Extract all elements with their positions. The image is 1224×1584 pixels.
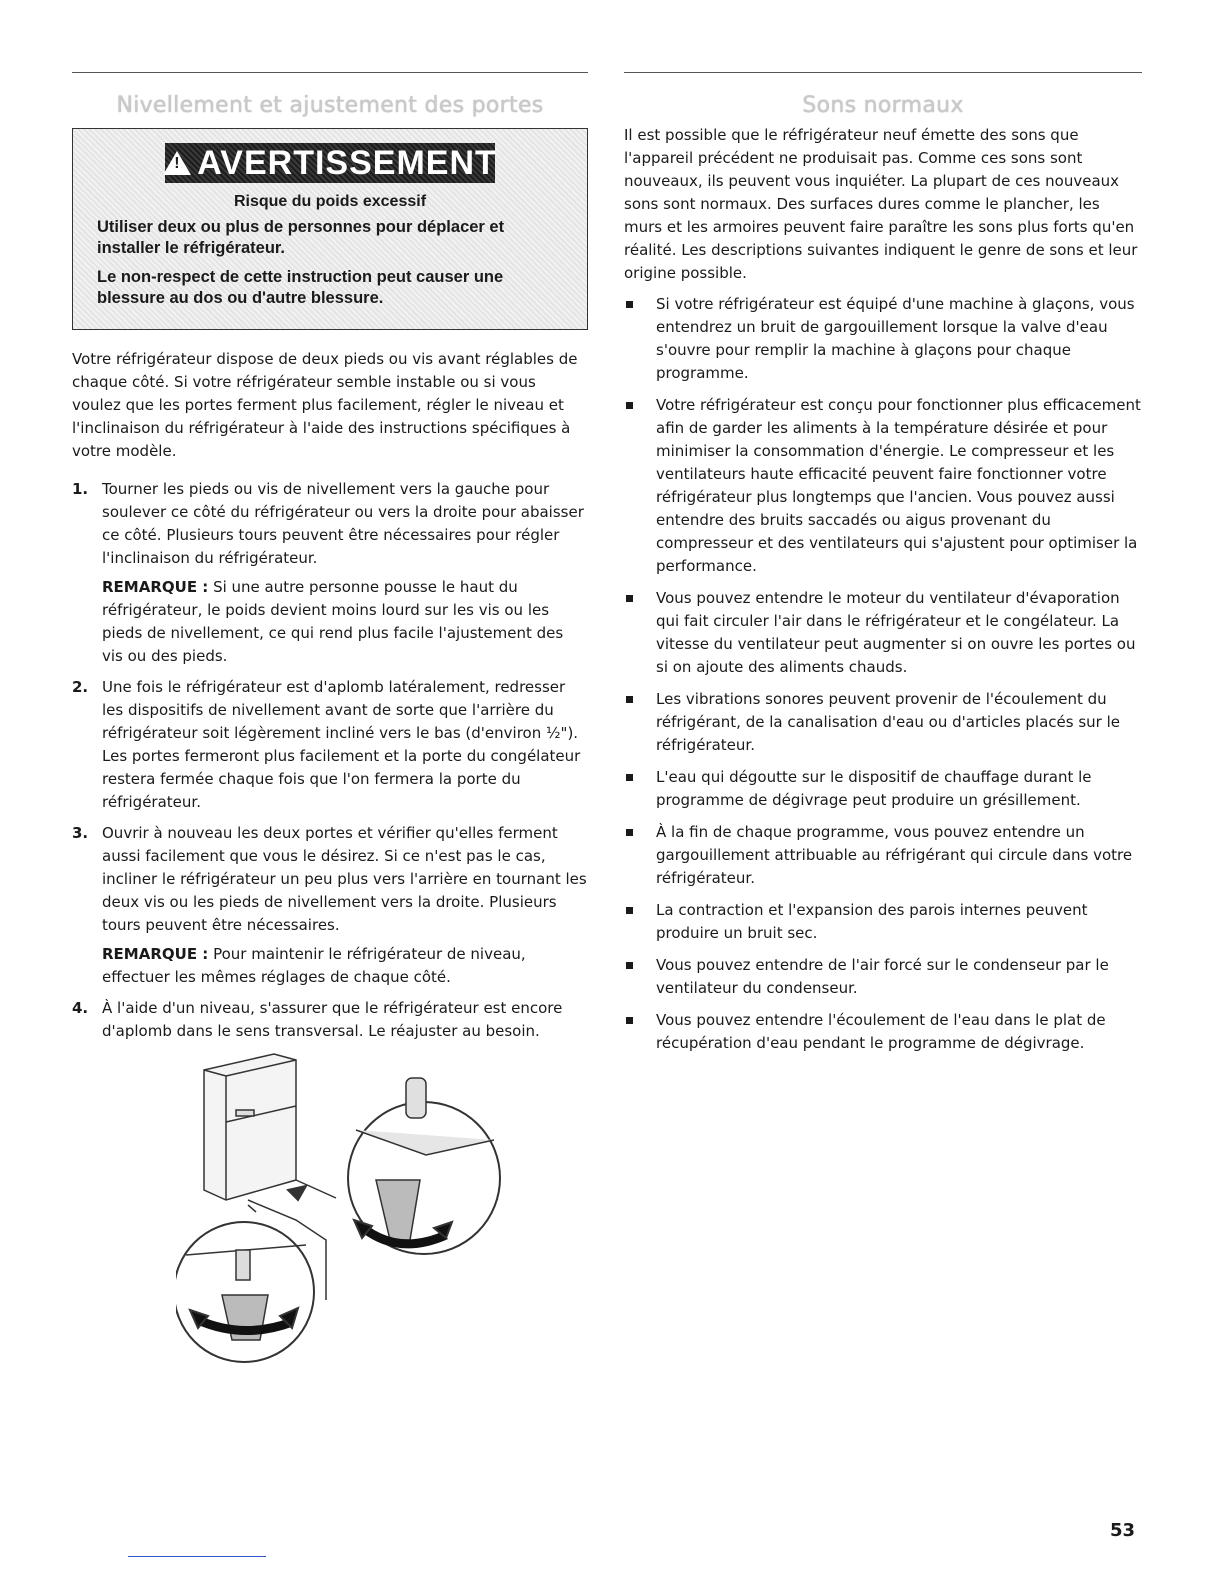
leveling-steps [72, 478, 588, 1043]
right-column [624, 72, 1142, 1064]
note-text: Pour maintenir le réfrigérateur de niveau, effectuer les mêmes réglages de chaque côté. [102, 945, 526, 986]
bullet-square-icon [626, 301, 633, 308]
step-number: 2. [72, 678, 89, 696]
warning-box [72, 128, 588, 330]
bullet-square-icon [626, 829, 633, 836]
step-number: 4. [72, 999, 89, 1017]
sounds-list [624, 293, 1142, 1055]
step-number: 3. [72, 824, 89, 842]
sound-item-text: Vous pouvez entendre de l'air forcé sur le condenseur par le ventilateur du condenseur. [656, 956, 1109, 997]
bullet-square-icon [626, 1017, 633, 1024]
warning-subtitle: Risque du poids excessif [233, 193, 427, 210]
sound-item-text: Vous pouvez entendre l'écoulement de l'eau dans le plat de récupération d'eau pendant le programme de dégivrage. [656, 1011, 1106, 1052]
leveling-intro: Votre réfrigérateur dispose de deux pieds ou vis avant réglables de chaque côté. Si votre réfrigérateur semble instable ou si vous voulez que les portes ferment plus facilement, régler le niveau et l'inclinaison du réfrigérateur à l'aide des instructions spécifiques à votre modèle. [72, 350, 578, 460]
bullet-square-icon [626, 907, 633, 914]
bullet-square-icon [626, 774, 633, 781]
step-note [102, 943, 588, 989]
sound-item-text: Votre réfrigérateur est conçu pour fonctionner plus efficacement afin de garder les aliments à la température désirée et pour minimiser la consommation d'énergie. Le compresseur et les ventilateurs haute efficacité peuvent faire fonctionner votre réfrigérateur plus longtemps que l'ancien. Vous pouvez aussi entendre des bruits saccadés ou aigus provenant du compresseur et des ventilateurs qui s'ajustent pour optimiser la performance. [656, 396, 1141, 575]
rear-foot-detail [176, 1205, 314, 1362]
sound-item [624, 821, 1142, 890]
sound-item-text: L'eau qui dégoutte sur le dispositif de chauffage durant le programme de dégivrage peut produire un grésillement. [656, 768, 1092, 809]
sound-item [624, 899, 1142, 945]
sound-item [624, 766, 1142, 812]
warning-triangle-icon [163, 151, 191, 175]
sound-item [624, 954, 1142, 1000]
sound-item [624, 1009, 1142, 1055]
sound-item [624, 688, 1142, 757]
leveling-feet-illustration [176, 1040, 516, 1390]
step-item [72, 822, 588, 989]
left-top-rule [72, 72, 588, 73]
bullet-square-icon [626, 402, 633, 409]
step-text: Tourner les pieds ou vis de nivellement vers la gauche pour soulever ce côté du réfrigérateur ou vers la droite pour abaisser ce côté. Plusieurs tours peuvent être nécessaires pour régler l'inclinaison du réfrigérateur. [102, 480, 584, 567]
note-text: Si une autre personne pousse le haut du réfrigérateur, le poids devient moins lourd sur les vis ou les pieds de nivellement, ce qui rend plus facile l'ajustement des vis ou des pieds. [102, 578, 564, 665]
bullet-square-icon [626, 595, 633, 602]
sound-item-text: La contraction et l'expansion des parois internes peuvent produire un bruit sec. [656, 901, 1088, 942]
step-text: Ouvrir à nouveau les deux portes et vérifier qu'elles ferment aussi facilement que vous le désirez. Si ce n'est pas le cas, incliner le réfrigérateur un peu plus vers l'arrière en tournant les deux vis ou les pieds de nivellement vers la droite. Plusieurs tours peuvent être nécessaires. [102, 824, 587, 934]
left-column [72, 72, 588, 1051]
bullet-square-icon [626, 962, 633, 969]
note-label: REMARQUE : [102, 578, 209, 596]
right-top-rule [624, 72, 1142, 73]
front-foot-detail [288, 1078, 500, 1254]
step-item [72, 478, 588, 668]
sound-item [624, 293, 1142, 385]
sound-item-text: Les vibrations sonores peuvent provenir de l'écoulement du réfrigérant, de la canalisation d'eau ou d'articles placés sur le réfrigérateur. [656, 690, 1121, 754]
bullet-square-icon [626, 696, 633, 703]
sound-item-text: Si votre réfrigérateur est équipé d'une machine à glaçons, vous entendrez un bruit de gargouillement lorsque la valve d'eau s'ouvre pour remplir la machine à glaçons pour chaque programme. [656, 295, 1135, 382]
sound-item [624, 394, 1142, 578]
sounds-section-title: Sons normaux [802, 93, 964, 118]
sound-item-text: À la fin de chaque programme, vous pouvez entendre un gargouillement attribuable au réfrigérant qui circule dans votre réfrigérateur. [656, 823, 1133, 887]
step-text: À l'aide d'un niveau, s'assurer que le réfrigérateur est encore d'aplomb dans le sens transversal. Le réajuster au besoin. [102, 999, 563, 1040]
note-label: REMARQUE : [102, 945, 209, 963]
sound-item-text: Vous pouvez entendre le moteur du ventilateur d'évaporation qui fait circuler l'air dans le réfrigérateur et le congélateur. La vitesse du ventilateur peut augmenter si on ouvre les portes ou si on ajoute des aliments chauds. [656, 589, 1136, 676]
step-number: 1. [72, 480, 89, 498]
warning-banner-label: AVERTISSEMENT [197, 143, 497, 182]
step-item [72, 997, 588, 1043]
footer-rule [128, 1556, 266, 1557]
step-text: Une fois le réfrigérateur est d'aplomb latéralement, redresser les dispositifs de nivellement avant de sorte que l'arrière du réfrigérateur soit légèrement incliné vers le bas (d'environ ½"). Les portes fermeront plus facilement et la porte du congélateur restera fermée chaque fois que l'on fermera la porte du réfrigérateur. [102, 678, 581, 811]
step-item [72, 676, 588, 814]
warning-line-1: Utiliser deux ou plus de personnes pour déplacer et installer le réfrigérateur. [97, 218, 505, 257]
leveling-section-title: Nivellement et ajustement des portes [116, 93, 544, 118]
warning-line-2: Le non-respect de cette instruction peut causer une blessure au dos ou d'autre blessure. [97, 268, 504, 307]
sound-item [624, 587, 1142, 679]
warning-banner [165, 143, 495, 183]
sounds-intro: Il est possible que le réfrigérateur neuf émette des sons que l'appareil précédent ne produisait pas. Comme ces sons sont nouveaux, ils peuvent vous inquiéter. La plupart de ces nouveaux sons sont normaux. Des surfaces dures comme le plancher, les murs et les armoires peuvent faire paraître les sons plus forts qu'en réalité. Les descriptions suivantes indiquent le genre de sons et leur origine possible. [624, 126, 1138, 282]
page-number: 53 [1110, 1520, 1136, 1541]
step-note [102, 576, 588, 668]
